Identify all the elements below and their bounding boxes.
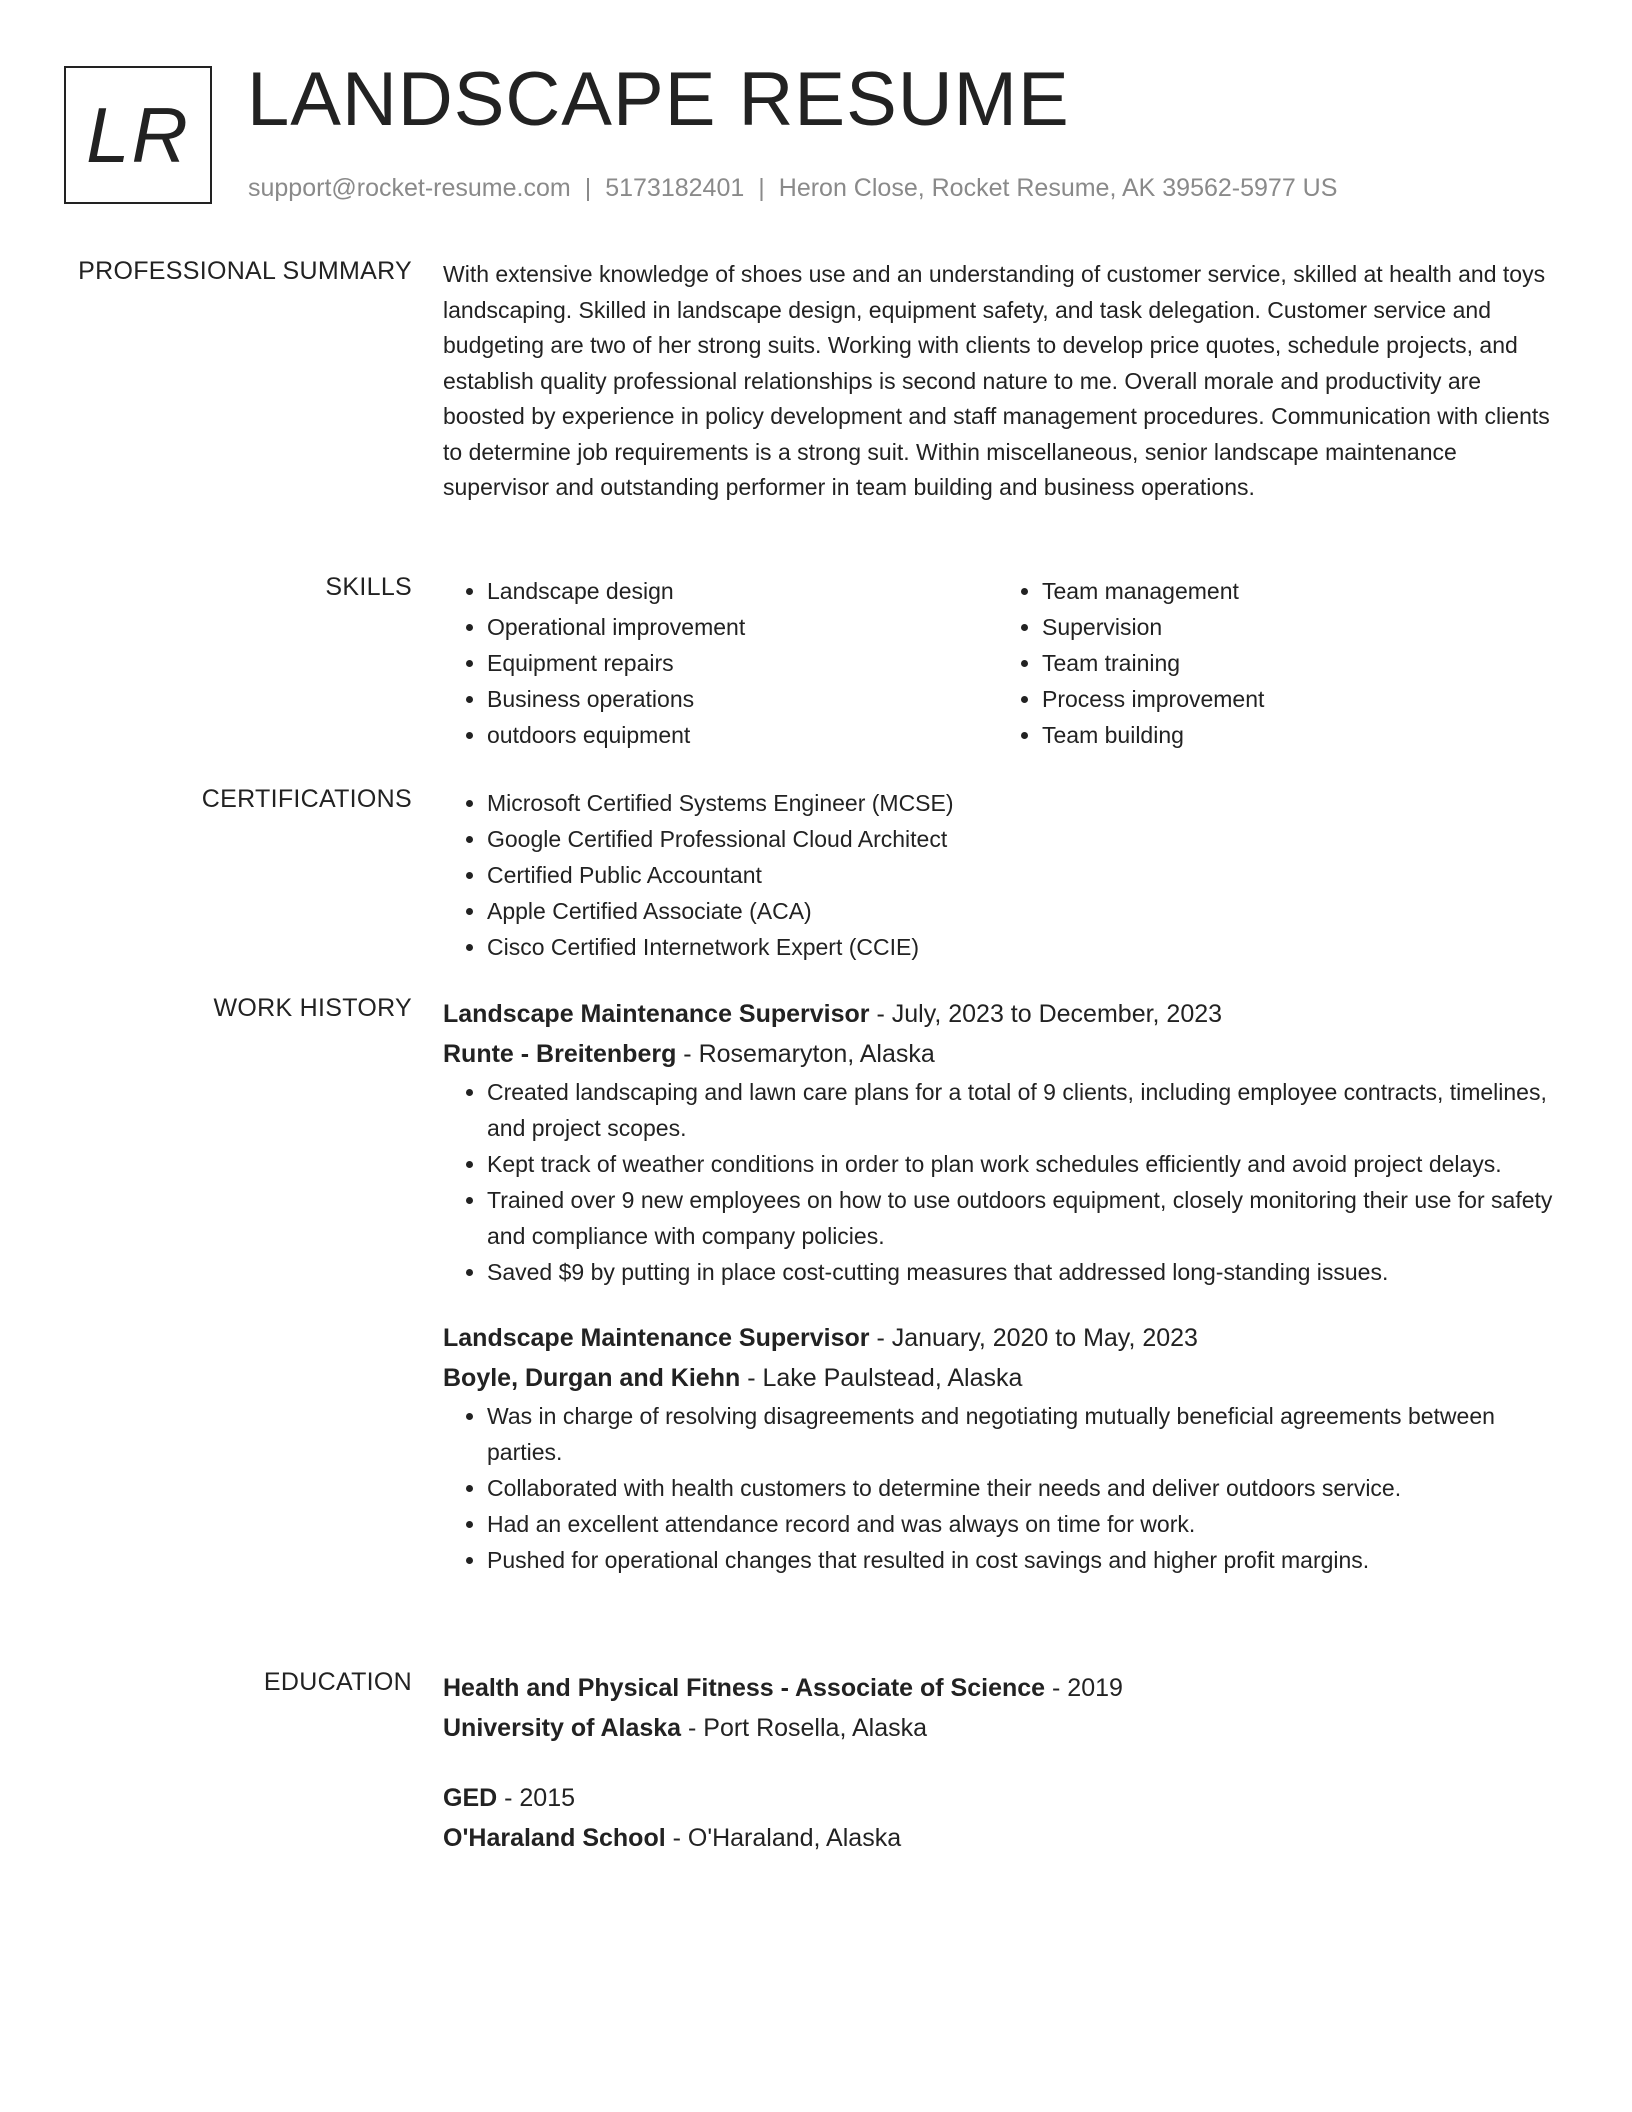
job-title-line bbox=[443, 994, 1553, 1034]
contact-separator: | bbox=[584, 174, 592, 202]
work-history-body bbox=[443, 994, 1553, 1578]
education-degree: Health and Physical Fitness - Associate of Science bbox=[443, 1674, 1046, 1702]
job-location: - Lake Paulstead, Alaska bbox=[740, 1364, 1023, 1392]
skill-item: • Landscape design bbox=[487, 573, 998, 609]
education-location: - Port Rosella, Alaska bbox=[681, 1714, 927, 1742]
skills-list bbox=[443, 573, 1553, 753]
job-dates: - January, 2020 to May, 2023 bbox=[869, 1324, 1198, 1352]
job-title-line bbox=[443, 1318, 1553, 1358]
skill-item: • Team management bbox=[1042, 573, 1553, 609]
education-school: O'Haraland School bbox=[443, 1824, 666, 1852]
skill-item: • Operational improvement bbox=[487, 609, 998, 645]
job-bullet: • Saved $9 by putting in place cost-cutting measures that addressed long-standing issues. bbox=[487, 1254, 1553, 1290]
job-title: Landscape Maintenance Supervisor bbox=[443, 1324, 870, 1352]
monogram-logo: LR bbox=[64, 66, 212, 204]
job-company: Runte - Breitenberg bbox=[443, 1040, 677, 1068]
job-entry bbox=[443, 994, 1553, 1290]
job-location: - Rosemaryton, Alaska bbox=[676, 1040, 935, 1068]
job-bullet: • Pushed for operational changes that resulted in cost savings and higher profit margins. bbox=[487, 1542, 1553, 1578]
job-bullet: • Collaborated with health customers to determine their needs and deliver outdoors service. bbox=[487, 1470, 1553, 1506]
education-entry bbox=[443, 1778, 1553, 1858]
skill-item: • Process improvement bbox=[1042, 681, 1553, 717]
education-location: - O'Haraland, Alaska bbox=[665, 1824, 902, 1852]
skills-column-left bbox=[443, 573, 998, 753]
certification-item: • Certified Public Accountant bbox=[487, 857, 1553, 893]
education-school: University of Alaska bbox=[443, 1714, 682, 1742]
education-degree-line bbox=[443, 1778, 1553, 1818]
section-label-summary: PROFESSIONAL SUMMARY bbox=[78, 257, 412, 285]
job-org-line bbox=[443, 1034, 1553, 1074]
contact-email: support@rocket-resume.com bbox=[248, 174, 571, 202]
skill-item: • Supervision bbox=[1042, 609, 1553, 645]
education-school-line bbox=[443, 1708, 1553, 1748]
skill-item: • Team training bbox=[1042, 645, 1553, 681]
skill-item: • Equipment repairs bbox=[487, 645, 998, 681]
education-degree: GED bbox=[443, 1784, 498, 1812]
certification-item: • Microsoft Certified Systems Engineer (MCSE) bbox=[487, 785, 1553, 821]
contact-address: Heron Close, Rocket Resume, AK 39562-5977 US bbox=[778, 174, 1338, 202]
certification-item: • Google Certified Professional Cloud Architect bbox=[487, 821, 1553, 857]
section-label-skills: SKILLS bbox=[325, 573, 412, 601]
certifications-bullets bbox=[443, 785, 1553, 965]
resume-name: LANDSCAPE RESUME bbox=[247, 57, 1070, 142]
job-org-line bbox=[443, 1358, 1553, 1398]
job-company: Boyle, Durgan and Kiehn bbox=[443, 1364, 741, 1392]
job-bullet: • Trained over 9 new employees on how to use outdoors equipment, closely monitoring their use for safety and compliance with company policies. bbox=[487, 1182, 1553, 1254]
skill-item: • Business operations bbox=[487, 681, 998, 717]
job-entry bbox=[443, 1318, 1553, 1578]
education-body bbox=[443, 1668, 1553, 1858]
section-label-work-history: WORK HISTORY bbox=[213, 994, 412, 1022]
skill-item: • Team building bbox=[1042, 717, 1553, 753]
section-label-education: EDUCATION bbox=[263, 1668, 412, 1696]
job-bullet: • Had an excellent attendance record and was always on time for work. bbox=[487, 1506, 1553, 1542]
skills-column-right bbox=[998, 573, 1553, 753]
job-bullet: • Was in charge of resolving disagreements and negotiating mutually beneficial agreements between parties. bbox=[487, 1398, 1553, 1470]
contact-line bbox=[248, 174, 1337, 203]
job-bullet: • Kept track of weather conditions in order to plan work schedules efficiently and avoid project delays. bbox=[487, 1146, 1553, 1182]
contact-phone: 5173182401 bbox=[605, 174, 745, 202]
summary-text: With extensive knowledge of shoes use and an understanding of customer service, skilled at health and toys landscaping. Skilled in landscape design, equipment safety, and task delegation. Customer service and budgeting are two of her strong suits. Working with clients to develop price quotes, schedule projects, and establish quality professional relationships is second nature to me. Overall morale and productivity are boosted by experience in policy development and staff management procedures. Communication with clients to determine job requirements is a strong suit. Within miscellaneous, senior landscape maintenance supervisor and outstanding performer in team building and business operations. bbox=[443, 261, 1550, 500]
section-label-certifications: CERTIFICATIONS bbox=[201, 785, 412, 813]
certification-item: • Apple Certified Associate (ACA) bbox=[487, 893, 1553, 929]
contact-separator: | bbox=[758, 174, 765, 202]
education-year: - 2019 bbox=[1045, 1674, 1123, 1702]
education-entry bbox=[443, 1668, 1553, 1748]
education-year: - 2015 bbox=[497, 1784, 576, 1812]
education-school-line bbox=[443, 1818, 1553, 1858]
job-dates: - July, 2023 to December, 2023 bbox=[869, 1000, 1223, 1028]
job-bullets bbox=[443, 1074, 1553, 1290]
education-degree-line bbox=[443, 1668, 1553, 1708]
job-title: Landscape Maintenance Supervisor bbox=[443, 1000, 870, 1028]
skill-item: • outdoors equipment bbox=[487, 717, 998, 753]
job-bullet: • Created landscaping and lawn care plans for a total of 9 clients, including employee contracts, timelines, and project scopes. bbox=[487, 1074, 1553, 1146]
certification-item: • Cisco Certified Internetwork Expert (CCIE) bbox=[487, 929, 1553, 965]
job-bullets bbox=[443, 1398, 1553, 1578]
certifications-list bbox=[443, 785, 1553, 965]
